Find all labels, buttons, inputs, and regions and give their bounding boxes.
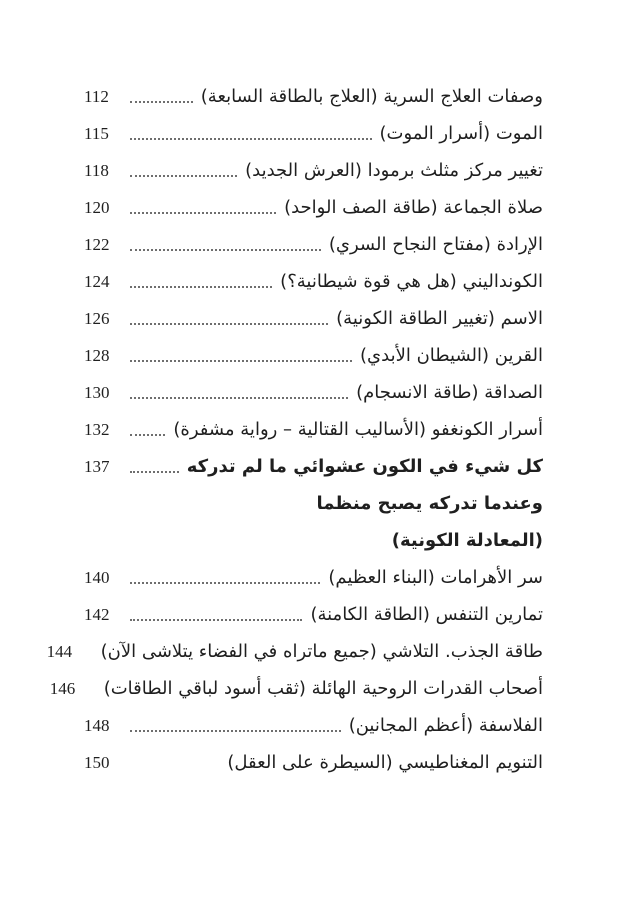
toc-entry bbox=[84, 263, 543, 300]
toc-entry-page-number: 148 bbox=[84, 715, 110, 735]
toc-entry bbox=[84, 226, 543, 263]
toc-entry bbox=[84, 411, 543, 448]
toc-entry-page-number: 118 bbox=[84, 160, 109, 180]
toc-entry bbox=[84, 744, 543, 781]
toc-entry-title: وصفات العلاج السرية (العلاج بالطاقة السابعة) bbox=[200, 86, 543, 107]
toc-entry-page-number: 144 bbox=[46, 641, 73, 661]
toc-entry bbox=[84, 300, 543, 337]
dot-leader bbox=[130, 582, 320, 584]
toc-entry-title: صلاة الجماعة (طاقة الصف الواحد) bbox=[284, 197, 543, 218]
toc-entry-title: (المعادلة الكونية) bbox=[391, 530, 543, 551]
toc-entry-page-number: 137 bbox=[84, 456, 110, 476]
toc-entry bbox=[84, 115, 543, 152]
dot-leader bbox=[130, 323, 328, 325]
dot-leader bbox=[130, 138, 372, 140]
toc-entry-title: تغيير مركز مثلث برمودا (العرش الجديد) bbox=[245, 160, 543, 181]
toc-entry-title: سر الأهرامات (البناء العظيم) bbox=[328, 567, 543, 588]
toc-entry bbox=[84, 448, 543, 485]
dot-leader bbox=[130, 101, 193, 103]
dot-leader bbox=[130, 175, 237, 177]
toc-entry bbox=[46, 633, 543, 670]
toc-entry-title: الإرادة (مفتاح النجاح السري) bbox=[328, 234, 543, 255]
toc-entry-title: الموت (أسرار الموت) bbox=[379, 123, 543, 144]
toc-entry-title: وعندما تدركه يصبح منظما bbox=[316, 493, 543, 514]
toc-entry bbox=[84, 189, 543, 226]
toc-entry bbox=[84, 78, 543, 115]
toc-entry-title: الكونداليني (هل هي قوة شيطانية؟) bbox=[280, 271, 543, 292]
toc-entry bbox=[84, 374, 543, 411]
dot-leader bbox=[130, 619, 302, 621]
toc-entry-title: أصحاب القدرات الروحية الهائلة (ثقب أسود لباقي الطاقات) bbox=[103, 678, 543, 699]
toc-entry bbox=[84, 596, 543, 633]
toc-entry bbox=[84, 707, 543, 744]
toc-entry bbox=[84, 337, 543, 374]
toc-entry-page-number: 128 bbox=[84, 345, 110, 365]
toc-entry bbox=[49, 670, 543, 707]
toc-entry-title: القرين (الشيطان الأبدي) bbox=[360, 345, 543, 366]
toc-entry-title: أسرار الكونغفو (الأساليب القتالية – رواية مشفرة) bbox=[173, 419, 543, 440]
toc-entry-title: طاقة الجذب. التلاشي (جميع ماتراه في الفضاء يتلاشى الآن) bbox=[100, 641, 543, 662]
toc-entry bbox=[84, 559, 543, 596]
toc-entry-page-number: 140 bbox=[84, 567, 110, 587]
toc-entry-page-number: 146 bbox=[49, 678, 76, 698]
toc-entry-title: كل شيء في الكون عشوائي ما لم تدركه bbox=[186, 456, 543, 477]
toc-entry-title: الصداقة (طاقة الانسجام) bbox=[356, 382, 543, 403]
toc-entry bbox=[84, 152, 543, 189]
dot-leader bbox=[130, 730, 341, 732]
toc-entry-page-number: 112 bbox=[84, 86, 109, 106]
toc-entry-title: الفلاسفة (أعظم المجانين) bbox=[348, 715, 543, 736]
dot-leader bbox=[130, 249, 321, 251]
toc-entry-page-number: 122 bbox=[84, 234, 110, 254]
dot-leader bbox=[130, 212, 276, 214]
toc-entry-page-number: 132 bbox=[84, 419, 110, 439]
dot-leader bbox=[130, 360, 352, 362]
toc-entry-page-number: 115 bbox=[84, 123, 109, 143]
toc-entry-page-number: 130 bbox=[84, 382, 110, 402]
dot-leader bbox=[130, 286, 272, 288]
dot-leader bbox=[130, 397, 348, 399]
toc-entry-page-number: 126 bbox=[84, 308, 110, 328]
toc-entry-page-number: 120 bbox=[84, 197, 110, 217]
toc-entry bbox=[84, 485, 543, 522]
toc-entry-page-number: 124 bbox=[84, 271, 110, 291]
toc-entry-title: التنويم المغناطيسي (السيطرة على العقل) bbox=[227, 752, 543, 773]
dot-leader bbox=[130, 434, 165, 436]
dot-leader bbox=[130, 471, 179, 473]
toc-entry-title: تمارين التنفس (الطاقة الكامنة) bbox=[310, 604, 543, 625]
table-of-contents bbox=[46, 78, 543, 781]
toc-entry-title: الاسم (تغيير الطاقة الكونية) bbox=[336, 308, 543, 329]
toc-entry-page-number: 150 bbox=[84, 752, 110, 772]
toc-entry-page-number: 142 bbox=[84, 604, 110, 624]
toc-entry bbox=[84, 522, 543, 559]
